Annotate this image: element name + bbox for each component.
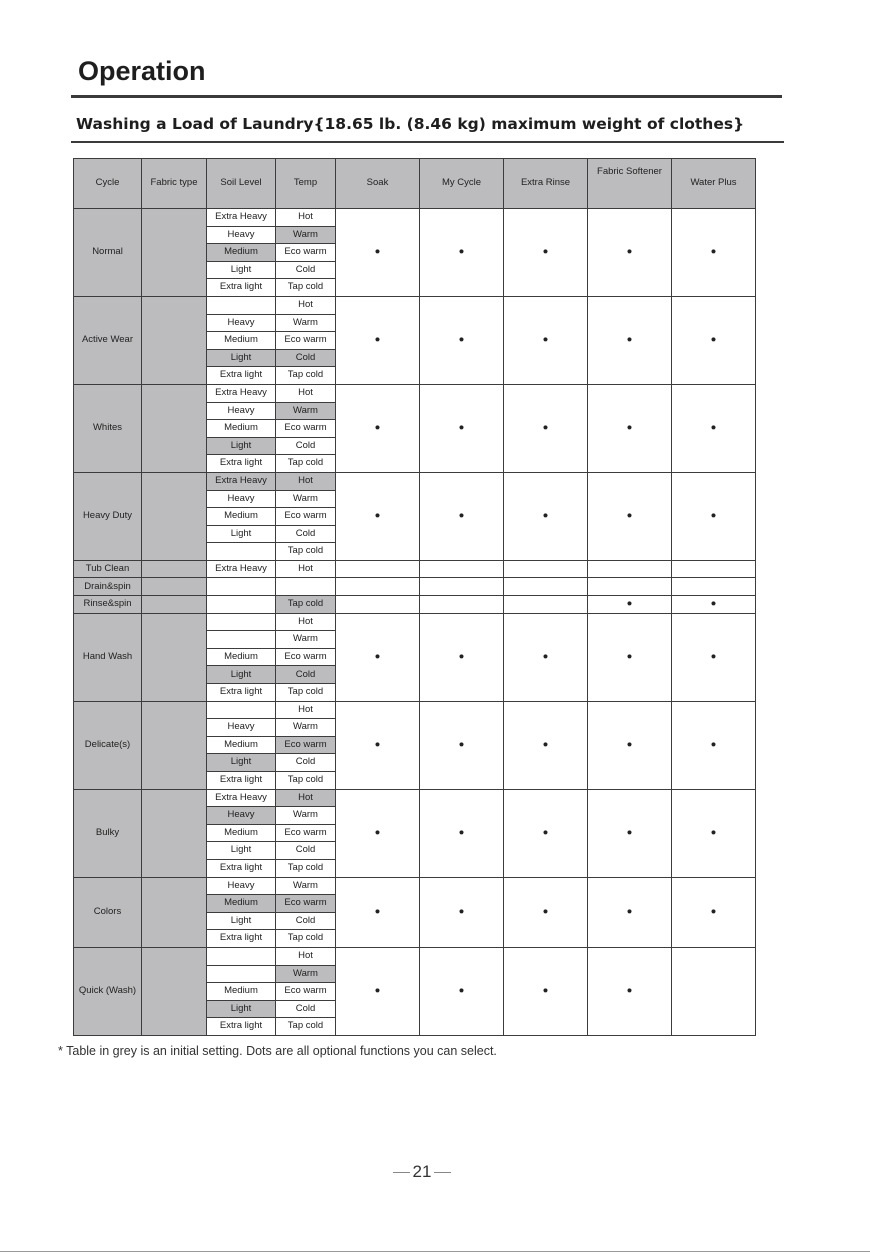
temp-cell: Warm <box>276 965 336 983</box>
temp-cell: Warm <box>276 807 336 825</box>
option-dot-icon: ● <box>626 598 633 610</box>
option-dot-icon: ● <box>374 826 381 838</box>
temp-cell: Eco warm <box>276 420 336 438</box>
option-dot-icon: ● <box>626 650 633 662</box>
option-dot-icon: ● <box>626 985 633 997</box>
soil-level-cell: Extra light <box>207 859 276 877</box>
option-soak-cell <box>336 701 420 789</box>
soil-level-cell: Heavy <box>207 719 276 737</box>
cycle-name-delicate-s: Delicate(s) <box>74 701 142 789</box>
temp-cell: Tap cold <box>276 930 336 948</box>
soil-level-cell: Heavy <box>207 490 276 508</box>
option-dot-icon: ● <box>710 650 717 662</box>
option-fabric-softener-cell <box>588 384 672 472</box>
cycle-name-rinse-spin: Rinse&spin <box>74 596 142 614</box>
option-fabric-softener-cell <box>588 789 672 877</box>
option-my-cycle-cell <box>420 578 504 596</box>
option-water-plus-cell <box>672 296 756 384</box>
page-number-dash-left <box>393 1172 410 1173</box>
cycle-name-normal: Normal <box>74 209 142 297</box>
option-dot-icon: ● <box>374 985 381 997</box>
temp-cell: Cold <box>276 261 336 279</box>
option-extra-rinse-cell <box>504 613 588 701</box>
option-dot-icon: ● <box>374 334 381 346</box>
option-water-plus-cell <box>672 560 756 578</box>
temp-cell: Hot <box>276 947 336 965</box>
cycle-name-hand-wash: Hand Wash <box>74 613 142 701</box>
header-soak: Soak <box>336 159 420 209</box>
table-header-row <box>74 159 756 209</box>
option-fabric-softener-cell <box>588 296 672 384</box>
option-dot-icon: ● <box>710 422 717 434</box>
temp-cell: Tap cold <box>276 772 336 790</box>
option-dot-icon: ● <box>374 650 381 662</box>
option-dot-icon: ● <box>458 334 465 346</box>
soil-level-cell: Heavy <box>207 226 276 244</box>
fabric-type-cell <box>142 560 207 578</box>
table-row <box>74 613 756 631</box>
temp-cell: Warm <box>276 631 336 649</box>
option-water-plus-cell <box>672 701 756 789</box>
table-row <box>74 472 756 490</box>
soil-level-cell: Medium <box>207 244 276 262</box>
cycle-name-active-wear: Active Wear <box>74 296 142 384</box>
option-fabric-softener-cell <box>588 596 672 614</box>
soil-level-cell <box>207 947 276 965</box>
fabric-type-cell <box>142 209 207 297</box>
table-row <box>74 560 756 578</box>
temp-cell: Warm <box>276 719 336 737</box>
option-water-plus-cell <box>672 789 756 877</box>
temp-cell: Hot <box>276 384 336 402</box>
temp-cell: Eco warm <box>276 736 336 754</box>
temp-cell: Cold <box>276 1000 336 1018</box>
option-extra-rinse-cell <box>504 789 588 877</box>
option-water-plus-cell <box>672 472 756 560</box>
option-extra-rinse-cell <box>504 560 588 578</box>
temp-cell: Tap cold <box>276 455 336 473</box>
option-dot-icon: ● <box>458 510 465 522</box>
subtitle-divider <box>71 141 784 143</box>
fabric-type-cell <box>142 947 207 1035</box>
option-dot-icon: ● <box>458 985 465 997</box>
option-my-cycle-cell <box>420 613 504 701</box>
header-water-plus: Water Plus <box>672 159 756 209</box>
option-fabric-softener-cell <box>588 560 672 578</box>
page-number-text: 21 <box>412 1162 432 1181</box>
soil-level-cell: Extra light <box>207 367 276 385</box>
option-dot-icon: ● <box>374 422 381 434</box>
soil-level-cell: Heavy <box>207 314 276 332</box>
soil-level-cell: Medium <box>207 648 276 666</box>
page-title: Operation <box>78 56 206 86</box>
option-water-plus-cell <box>672 947 756 1035</box>
temp-cell: Eco warm <box>276 824 336 842</box>
table-row <box>74 384 756 402</box>
soil-level-cell: Medium <box>207 332 276 350</box>
fabric-type-cell <box>142 384 207 472</box>
option-dot-icon: ● <box>626 738 633 750</box>
option-dot-icon: ● <box>374 738 381 750</box>
soil-level-cell: Medium <box>207 983 276 1001</box>
temp-cell: Hot <box>276 209 336 227</box>
footnote: * Table in grey is an initial setting. Dots are all optional functions you can select. <box>58 1044 497 1058</box>
option-dot-icon: ● <box>710 826 717 838</box>
option-extra-rinse-cell <box>504 701 588 789</box>
soil-level-cell: Extra light <box>207 1018 276 1036</box>
temp-cell: Warm <box>276 314 336 332</box>
temp-cell: Cold <box>276 912 336 930</box>
option-dot-icon: ● <box>710 906 717 918</box>
option-dot-icon: ● <box>542 906 549 918</box>
table-row <box>74 296 756 314</box>
option-water-plus-cell <box>672 384 756 472</box>
table-row <box>74 701 756 719</box>
option-dot-icon: ● <box>626 510 633 522</box>
temp-cell: Tap cold <box>276 543 336 561</box>
temp-cell: Cold <box>276 842 336 860</box>
soil-level-cell: Light <box>207 525 276 543</box>
soil-level-cell <box>207 578 276 596</box>
option-dot-icon: ● <box>542 422 549 434</box>
soil-level-cell <box>207 296 276 314</box>
soil-level-cell: Extra light <box>207 684 276 702</box>
table-row <box>74 596 756 614</box>
soil-level-cell <box>207 543 276 561</box>
soil-level-cell: Extra Heavy <box>207 472 276 490</box>
option-dot-icon: ● <box>542 510 549 522</box>
header-temp: Temp <box>276 159 336 209</box>
soil-level-cell: Medium <box>207 895 276 913</box>
option-dot-icon: ● <box>458 650 465 662</box>
option-extra-rinse-cell <box>504 877 588 947</box>
option-my-cycle-cell <box>420 209 504 297</box>
soil-level-cell: Heavy <box>207 807 276 825</box>
option-my-cycle-cell <box>420 947 504 1035</box>
fabric-type-cell <box>142 877 207 947</box>
cycle-name-tub-clean: Tub Clean <box>74 560 142 578</box>
option-dot-icon: ● <box>710 598 717 610</box>
option-extra-rinse-cell <box>504 384 588 472</box>
page-number-dash-right <box>434 1172 451 1173</box>
soil-level-cell <box>207 701 276 719</box>
option-dot-icon: ● <box>710 510 717 522</box>
temp-cell: Cold <box>276 754 336 772</box>
option-my-cycle-cell <box>420 560 504 578</box>
table-row <box>74 209 756 227</box>
option-soak-cell <box>336 560 420 578</box>
temp-cell: Cold <box>276 666 336 684</box>
temp-cell: Cold <box>276 349 336 367</box>
option-dot-icon: ● <box>710 246 717 258</box>
option-fabric-softener-cell <box>588 209 672 297</box>
section-subtitle: Washing a Load of Laundry{18.65 lb. (8.46 kg) maximum weight of clothes} <box>76 115 745 133</box>
soil-level-cell: Light <box>207 437 276 455</box>
option-water-plus-cell <box>672 578 756 596</box>
temp-cell: Tap cold <box>276 279 336 297</box>
soil-level-cell: Medium <box>207 736 276 754</box>
option-fabric-softener-cell <box>588 701 672 789</box>
option-fabric-softener-cell <box>588 613 672 701</box>
temp-cell: Eco warm <box>276 332 336 350</box>
soil-level-cell <box>207 631 276 649</box>
option-dot-icon: ● <box>374 906 381 918</box>
fabric-type-cell <box>142 596 207 614</box>
temp-cell: Cold <box>276 525 336 543</box>
option-soak-cell <box>336 596 420 614</box>
option-soak-cell <box>336 877 420 947</box>
soil-level-cell: Heavy <box>207 402 276 420</box>
option-dot-icon: ● <box>542 246 549 258</box>
option-extra-rinse-cell <box>504 596 588 614</box>
soil-level-cell: Extra Heavy <box>207 384 276 402</box>
temp-cell: Cold <box>276 437 336 455</box>
table-row <box>74 877 756 895</box>
title-divider <box>71 95 782 98</box>
header-my-cycle: My Cycle <box>420 159 504 209</box>
soil-level-cell: Extra light <box>207 930 276 948</box>
option-fabric-softener-cell <box>588 877 672 947</box>
option-soak-cell <box>336 384 420 472</box>
option-water-plus-cell <box>672 613 756 701</box>
table-row <box>74 578 756 596</box>
option-my-cycle-cell <box>420 789 504 877</box>
option-my-cycle-cell <box>420 596 504 614</box>
option-my-cycle-cell <box>420 877 504 947</box>
option-dot-icon: ● <box>542 826 549 838</box>
temp-cell: Tap cold <box>276 684 336 702</box>
option-water-plus-cell <box>672 209 756 297</box>
option-dot-icon: ● <box>626 334 633 346</box>
fabric-type-cell <box>142 296 207 384</box>
option-dot-icon: ● <box>626 826 633 838</box>
soil-level-cell: Extra Heavy <box>207 209 276 227</box>
cycle-name-quick-wash: Quick (Wash) <box>74 947 142 1035</box>
option-soak-cell <box>336 613 420 701</box>
option-extra-rinse-cell <box>504 578 588 596</box>
temp-cell: Hot <box>276 789 336 807</box>
option-dot-icon: ● <box>710 738 717 750</box>
option-dot-icon: ● <box>542 985 549 997</box>
option-my-cycle-cell <box>420 701 504 789</box>
cycle-name-whites: Whites <box>74 384 142 472</box>
option-dot-icon: ● <box>542 738 549 750</box>
page-bottom-rule <box>0 1251 870 1252</box>
option-soak-cell <box>336 209 420 297</box>
soil-level-cell: Light <box>207 349 276 367</box>
temp-cell: Hot <box>276 296 336 314</box>
temp-cell: Tap cold <box>276 859 336 877</box>
temp-cell: Eco warm <box>276 983 336 1001</box>
header-fabric-type: Fabric type <box>142 159 207 209</box>
temp-cell: Tap cold <box>276 1018 336 1036</box>
soil-level-cell: Light <box>207 912 276 930</box>
temp-cell: Eco warm <box>276 895 336 913</box>
temp-cell: Warm <box>276 226 336 244</box>
temp-cell: Eco warm <box>276 648 336 666</box>
temp-cell: Warm <box>276 402 336 420</box>
soil-level-cell: Light <box>207 1000 276 1018</box>
option-extra-rinse-cell <box>504 296 588 384</box>
option-dot-icon: ● <box>626 422 633 434</box>
fabric-type-cell <box>142 613 207 701</box>
temp-cell: Hot <box>276 560 336 578</box>
option-water-plus-cell <box>672 877 756 947</box>
temp-cell <box>276 578 336 596</box>
cycle-name-heavy-duty: Heavy Duty <box>74 472 142 560</box>
fabric-type-cell <box>142 472 207 560</box>
option-dot-icon: ● <box>626 246 633 258</box>
temp-cell: Hot <box>276 613 336 631</box>
soil-level-cell: Medium <box>207 508 276 526</box>
option-dot-icon: ● <box>458 422 465 434</box>
soil-level-cell: Light <box>207 842 276 860</box>
option-fabric-softener-cell <box>588 947 672 1035</box>
temp-cell: Warm <box>276 877 336 895</box>
cycle-name-bulky: Bulky <box>74 789 142 877</box>
fabric-type-cell <box>142 789 207 877</box>
option-extra-rinse-cell <box>504 472 588 560</box>
option-dot-icon: ● <box>626 906 633 918</box>
option-dot-icon: ● <box>710 334 717 346</box>
table-row <box>74 947 756 965</box>
soil-level-cell <box>207 596 276 614</box>
option-water-plus-cell <box>672 596 756 614</box>
fabric-type-cell <box>142 578 207 596</box>
option-my-cycle-cell <box>420 472 504 560</box>
cycle-name-drain-spin: Drain&spin <box>74 578 142 596</box>
soil-level-cell: Light <box>207 666 276 684</box>
option-dot-icon: ● <box>458 738 465 750</box>
temp-cell: Eco warm <box>276 244 336 262</box>
table-row <box>74 789 756 807</box>
soil-level-cell: Extra light <box>207 279 276 297</box>
temp-cell: Tap cold <box>276 596 336 614</box>
option-dot-icon: ● <box>374 246 381 258</box>
header-extra-rinse: Extra Rinse <box>504 159 588 209</box>
header-soil-level: Soil Level <box>207 159 276 209</box>
option-extra-rinse-cell <box>504 947 588 1035</box>
option-soak-cell <box>336 296 420 384</box>
soil-level-cell: Extra Heavy <box>207 560 276 578</box>
temp-cell: Warm <box>276 490 336 508</box>
option-dot-icon: ● <box>374 510 381 522</box>
option-dot-icon: ● <box>542 650 549 662</box>
option-dot-icon: ● <box>458 246 465 258</box>
soil-level-cell: Light <box>207 754 276 772</box>
option-fabric-softener-cell <box>588 578 672 596</box>
temp-cell: Tap cold <box>276 367 336 385</box>
option-soak-cell <box>336 578 420 596</box>
soil-level-cell: Extra light <box>207 772 276 790</box>
soil-level-cell: Heavy <box>207 877 276 895</box>
soil-level-cell: Light <box>207 261 276 279</box>
option-dot-icon: ● <box>458 906 465 918</box>
option-fabric-softener-cell <box>588 472 672 560</box>
temp-cell: Hot <box>276 472 336 490</box>
header-fabric-softener: Fabric Softener <box>588 159 672 209</box>
option-my-cycle-cell <box>420 296 504 384</box>
wash-cycle-table <box>73 158 756 1036</box>
option-extra-rinse-cell <box>504 209 588 297</box>
soil-level-cell <box>207 965 276 983</box>
header-cycle: Cycle <box>74 159 142 209</box>
soil-level-cell: Extra light <box>207 455 276 473</box>
option-soak-cell <box>336 472 420 560</box>
option-soak-cell <box>336 947 420 1035</box>
soil-level-cell <box>207 613 276 631</box>
temp-cell: Hot <box>276 701 336 719</box>
soil-level-cell: Medium <box>207 420 276 438</box>
option-dot-icon: ● <box>458 826 465 838</box>
soil-level-cell: Medium <box>207 824 276 842</box>
option-my-cycle-cell <box>420 384 504 472</box>
option-dot-icon: ● <box>542 334 549 346</box>
soil-level-cell: Extra Heavy <box>207 789 276 807</box>
temp-cell: Eco warm <box>276 508 336 526</box>
fabric-type-cell <box>142 701 207 789</box>
page-number <box>386 1162 458 1182</box>
option-soak-cell <box>336 789 420 877</box>
cycle-name-colors: Colors <box>74 877 142 947</box>
